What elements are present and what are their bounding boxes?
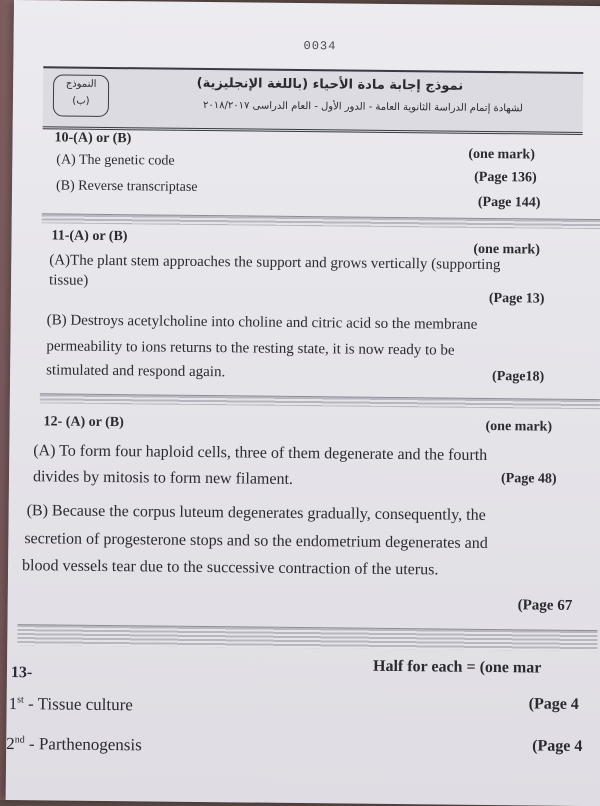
separator <box>40 393 600 409</box>
q11-number: 11-(A) or (B) <box>51 228 128 245</box>
q13-item-2-suffix: nd <box>14 734 25 746</box>
q13-item-2-page: (Page 4 <box>532 737 583 755</box>
separator <box>17 624 597 651</box>
header-banner <box>43 66 584 135</box>
model-label: النموذج <box>65 78 97 90</box>
q10-page-a: (Page 136) <box>474 169 537 186</box>
q12-answer-a-line1: (A) To form four haploid cells, three of them degenerate and the fourth <box>33 442 488 464</box>
q12-answer-a-line2: divides by mitosis to form new filament. <box>32 468 294 488</box>
q13-item-1-text: - Tissue culture <box>27 694 133 715</box>
q13-item-2 <box>6 734 142 755</box>
q11-answer-b-line2: permeability to ions returns to the resting state, it is now ready to be <box>46 338 455 359</box>
page-number: 0034 <box>303 39 337 54</box>
separator <box>42 213 600 229</box>
q12-mark: (one mark) <box>485 418 553 435</box>
q12-answer-b-line1: (B) Because the corpus luteum degenerates gradually, consequently, the <box>26 502 486 524</box>
q11-page-a: (Page 13) <box>488 290 545 307</box>
q12-answer-b-line3: blood vessels tear due to the successive contraction of the uterus. <box>21 557 439 579</box>
q11-answer-a-line1: (A)The plant stem approaches the support and grows vertically (supporting <box>49 252 501 274</box>
q13-mark: Half for each = (one mar <box>372 657 542 677</box>
q10-answer-a: (A) The genetic code <box>56 152 175 169</box>
q12-page-a: (Page 48) <box>500 471 557 487</box>
q12-page-b: (Page 67 <box>517 597 573 614</box>
header-subtitle: لشهادة إتمام الدراسة الثانوية العامة - الدور الأول - العام الدراسى ٢٠١٨/٢٠١٧ <box>203 99 523 115</box>
q10-number: 10-(A) or (B) <box>54 130 132 147</box>
q13-item-1-suffix: st <box>17 694 24 706</box>
q13-item-1-ordinal: 1 <box>8 693 18 714</box>
q13-item-2-ordinal: 2 <box>6 733 15 754</box>
q11-answer-b-line1: (B) Destroys acetylcholine into choline and citric acid so the membrane <box>46 312 478 333</box>
header-title: نموذج إجابة مادة الأحياء (باللغة الإنجليزية) <box>196 75 464 94</box>
q10-page-b: (Page 144) <box>477 194 541 211</box>
q12-number: 12- (A) or (B) <box>43 414 124 431</box>
q13-item-2-text: - Parthenogensis <box>28 734 142 755</box>
q10-answer-b: (B) Reverse transcriptase <box>55 178 198 195</box>
model-value: (ب) <box>72 95 90 107</box>
answer-sheet <box>6 0 600 806</box>
q11-mark: (one mark) <box>473 241 540 258</box>
q13-item-1 <box>9 694 133 715</box>
q10-mark: (one mark) <box>468 146 535 163</box>
q11-page-b: (Page18) <box>492 369 545 385</box>
model-badge <box>53 74 109 117</box>
q12-answer-b-line2: secretion of progesterone stops and so the endometrium degenerates and <box>24 530 488 552</box>
q11-answer-b-line3: stimulated and respond again. <box>46 362 226 381</box>
q13-item-1-page: (Page 4 <box>528 695 579 713</box>
q11-answer-a-line2: tissue) <box>48 272 89 289</box>
q13-number: 13- <box>10 664 33 682</box>
